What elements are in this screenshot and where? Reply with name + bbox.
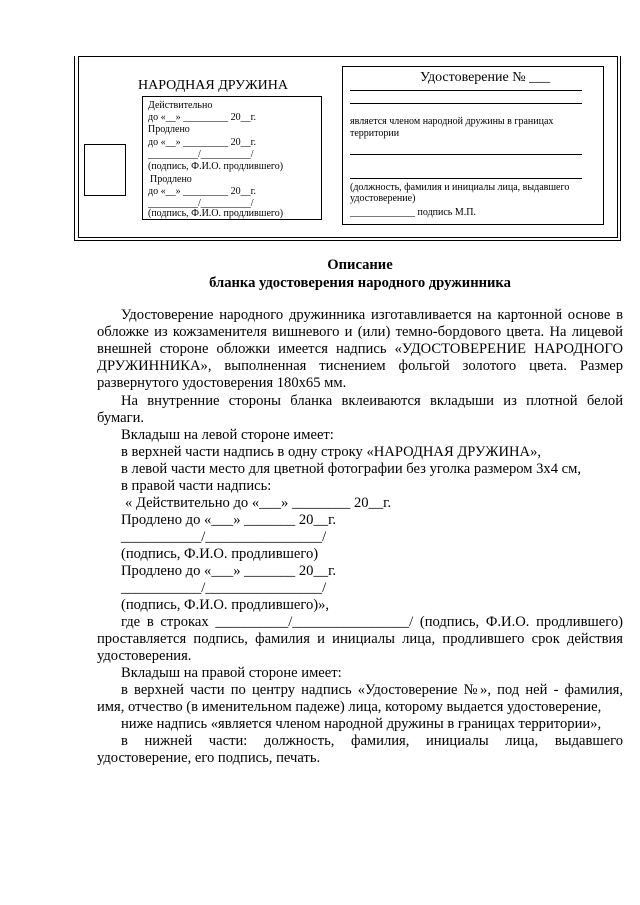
left-line-signature-1-caption: (подпись, Ф.И.О. продлившего) [148, 161, 284, 172]
left-line-extended-2-date: до «__» _________ 20__г. [148, 186, 257, 197]
photo-placeholder [84, 144, 126, 196]
quote-extended-2: Продлено до «___» _______ 20__г. [121, 563, 337, 579]
left-line-signature-1: __________/__________/ [148, 149, 254, 160]
left-line-extended-1-date: до «__» _________ 20__г. [148, 137, 257, 148]
quote-signature-2-caption: (подпись, Ф.И.О. продлившего)», [121, 597, 330, 613]
card-right-line-2 [350, 103, 582, 104]
left-line-signature-2: __________/__________/ [148, 198, 254, 209]
quote-extended-1: Продлено до «___» _______ 20__г. [121, 512, 337, 528]
id-card-outer-bottom-line [74, 240, 620, 241]
right-insert-top: в верхней части по центру надпись «Удостоверение №», под ней - фамилия, имя, отчество (в именительном падеже) лица, которому выдается удостоверение, [97, 682, 623, 715]
card-right-title: Удостоверение № ___ [420, 70, 551, 85]
quote-signature-2: ___________/________________/ [121, 580, 327, 596]
card-right-line-3 [350, 154, 582, 155]
card-right-member-text: является членом народной дружины в границах территории [350, 116, 554, 139]
left-line-valid-date: до «__» _________ 20__г. [148, 112, 257, 123]
left-insert-photo: в левой части место для цветной фотографии без уголка размером 3х4 см, [121, 461, 582, 477]
paragraph-lines-explanation: где в строках __________/________________/ (подпись, Ф.И.О. продлившего) проставляется подпись, фамилия и инициалы лица, продлившего срок действия удостоверения. [97, 614, 623, 664]
doc-heading-line2: бланка удостоверения народного дружинника [209, 275, 511, 291]
left-line-signature-2-caption: (подпись, Ф.И.О. продлившего) [148, 208, 284, 219]
left-insert-right: в правой части надпись: [121, 478, 272, 494]
card-right-line-4 [350, 178, 582, 179]
card-right-signer-caption: (должность, фамилия и инициалы лица, выдавшего удостоверение) [350, 182, 570, 204]
doc-heading-line1: Описание [327, 257, 393, 273]
id-card-outer-left-line [74, 56, 75, 241]
left-insert-intro: Вкладыш на левой стороне имеет: [121, 427, 334, 443]
quote-signature-1-caption: (подпись, Ф.И.О. продлившего) [121, 546, 319, 562]
right-insert-member: ниже надпись «является членом народной дружины в границах территории», [121, 716, 602, 732]
id-card-outer-right-line [620, 56, 621, 241]
quote-valid: « Действительно до «___» ________ 20__г. [125, 495, 392, 511]
paragraph-inserts: На внутренние стороны бланка вклеиваются вкладыши из плотной белой бумаги. [97, 393, 623, 426]
card-left-title: НАРОДНАЯ ДРУЖИНА [138, 78, 288, 93]
paragraph-cover: Удостоверение народного дружинника изготавливается на картонной основе в обложке из кожзаменителя вишневого и (или) темно-бордового цвета. На лицевой внешней стороне обложки имеется надпись «УДОСТОВЕРЕНИЕ НАРОДНОГО ДРУЖИННИКА», выполненная тиснением фольгой золотого цвета. Размер развернутого удостоверения 180х65 мм. [97, 307, 623, 391]
left-insert-top: в верхней части надпись в одну строку «НАРОДНАЯ ДРУЖИНА», [121, 444, 542, 460]
quote-signature-1: ___________/________________/ [121, 529, 327, 545]
right-insert-bottom: в нижней части: должность, фамилия, инициалы лица, выдавшего удостоверение, его подпись, печать. [97, 733, 623, 766]
left-line-extended-2: Продлено [150, 174, 192, 185]
left-line-valid: Действительно [148, 100, 213, 111]
right-insert-intro: Вкладыш на правой стороне имеет: [121, 665, 342, 681]
card-right-line-1 [350, 90, 582, 91]
card-right-signature: _____________ подпись М.П. [350, 207, 476, 218]
left-line-extended-1: Продлено [148, 124, 190, 135]
